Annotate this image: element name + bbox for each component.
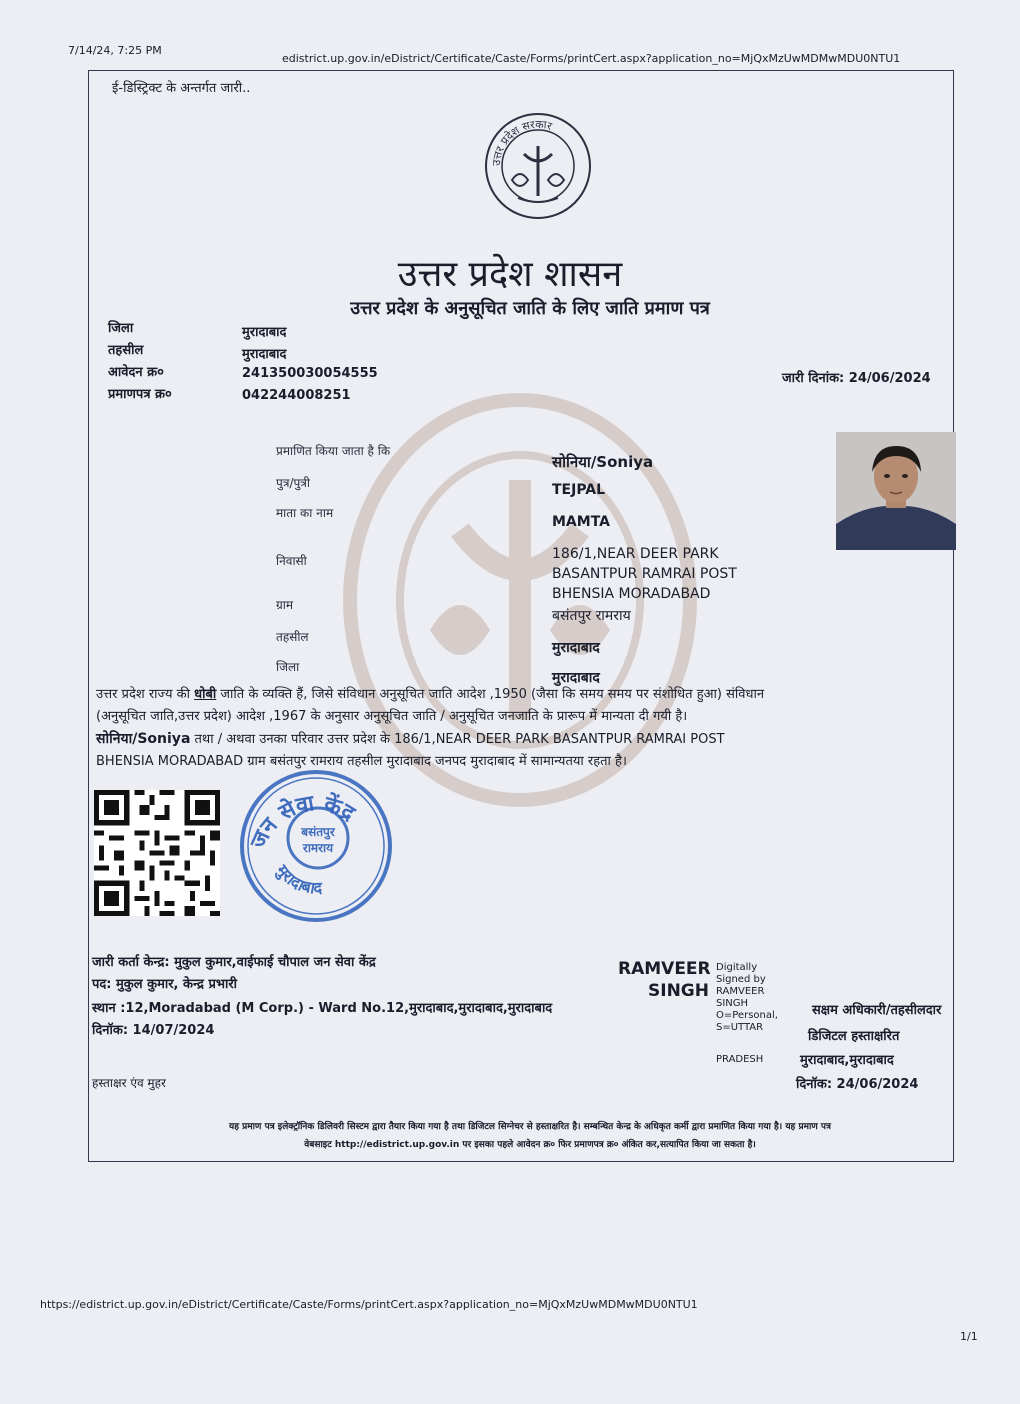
sign-meta-line: Signed by bbox=[716, 974, 766, 985]
child-of-label: पुत्र/पुत्री bbox=[276, 476, 311, 490]
certificate-no-label: प्रमाणपत्र क्र० bbox=[108, 387, 172, 402]
issuer-post: पद: मुकुल कुमार, केन्द्र प्रभारी bbox=[92, 977, 238, 992]
issuer-date: दिनॉक: 14/07/2024 bbox=[92, 1023, 215, 1038]
digital-signer-name bbox=[618, 958, 711, 1002]
mother-name: MAMTA bbox=[552, 514, 610, 530]
mother-label: माता का नाम bbox=[276, 506, 334, 520]
application-no-label: आवेदन क्र० bbox=[108, 365, 164, 380]
issue-date-value: 24/06/2024 bbox=[848, 371, 931, 386]
stamp-inner-line-1: बसंतपुर bbox=[301, 825, 335, 839]
holder-photo bbox=[836, 432, 956, 550]
certificate-subtitle: उत्तर प्रदेश के अनुसूचित जाति के लिए जाति प्रमाण पत्र bbox=[350, 298, 710, 319]
svg-text:मुरादाबाद bbox=[271, 861, 323, 898]
statement-line-4: BHENSIA MORADABAD ग्राम बसंतपुर रामराय तहसील मुरादाबाद जनपद मुरादाबाद में सामान्यतया रहता है। bbox=[96, 754, 627, 769]
tehsil-label: तहसील bbox=[108, 343, 144, 358]
village-value: बसंतपुर रामराय bbox=[552, 608, 631, 624]
holder-name: सोनिया/Soniya bbox=[552, 453, 654, 471]
tehsil-value: मुरादाबाद bbox=[242, 347, 287, 362]
signer-name-line-2: SINGH bbox=[648, 981, 709, 1001]
certificate-statement bbox=[96, 684, 976, 773]
verification-note bbox=[100, 1118, 960, 1154]
signer-location: मुरादाबाद,मुरादाबाद bbox=[800, 1053, 894, 1068]
sign-meta-pradesh: PRADESH bbox=[716, 1054, 764, 1065]
address-line-3: BHENSIA MORADABAD bbox=[552, 586, 711, 602]
address-block bbox=[552, 544, 737, 604]
digitally-signed-label: डिजिटल हस्ताक्षरित bbox=[808, 1029, 900, 1044]
field-district-label: जिला bbox=[276, 660, 300, 674]
competent-authority: सक्षम अधिकारी/तहसीलदार bbox=[812, 1003, 942, 1018]
application-no-value: 241350030054555 bbox=[242, 366, 378, 381]
resident-label: निवासी bbox=[276, 554, 307, 568]
sign-meta-line: S=UTTAR bbox=[716, 1022, 764, 1033]
stamp-outer-text: जन सेवा केंद्र bbox=[246, 791, 359, 853]
statement-line-3: तथा / अथवा उनका परिवार उत्तर प्रदेश के 186/1,NEAR DEER PARK BASANTPUR RAMRAI POST bbox=[190, 732, 725, 747]
sign-meta-line: Digitally bbox=[716, 962, 758, 973]
statement-line-2: (अनुसूचित जाति,उत्तर प्रदेश) आदेश ,1967 के अनुसार अनुसूचित जाति / अनुसूचित जनजाति के प्रारूप में मान्यता दी गयी है। bbox=[96, 709, 688, 724]
qr-code[interactable] bbox=[94, 790, 220, 916]
field-tehsil-value: मुरादाबाद bbox=[552, 640, 600, 656]
print-footer-url: https://edistrict.up.gov.in/eDistrict/Certificate/Caste/Forms/printCert.aspx?application_no=MjQxMzUwMDMwMDU0NTU1 bbox=[40, 1298, 698, 1311]
statement-part-1: उत्तर प्रदेश राज्य की bbox=[96, 687, 195, 702]
page-number: 1/1 bbox=[960, 1330, 978, 1343]
father-name: TEJPAL bbox=[552, 482, 606, 498]
signer-name-line-1: RAMVEER bbox=[618, 959, 711, 979]
issuer-place: स्थान :12,Moradabad (M Corp.) - Ward No.12,मुरादाबाद,मुरादाबाद,मुरादाबाद bbox=[92, 1001, 553, 1016]
statement-part-2: जाति के व्यक्ति हैं, जिसे संविधान अनुसूचित जाति आदेश ,1950 (जैसा कि समय समय पर संशोधित हुआ) संविधान bbox=[216, 687, 765, 702]
up-emblem-icon bbox=[482, 110, 594, 222]
emblem-text: उत्तर प्रदेश सरकार bbox=[489, 117, 554, 167]
issued-under-text: ई-डिस्ट्रिक्ट के अन्तर्गत जारी.. bbox=[112, 81, 251, 96]
jan-seva-kendra-stamp bbox=[236, 766, 396, 926]
digital-signature-details bbox=[716, 962, 778, 1034]
stamp-inner-line-2: रामराय bbox=[302, 841, 334, 855]
address-line-1: 186/1,NEAR DEER PARK bbox=[552, 546, 719, 562]
certificate-title: उत्तर प्रदेश शासन bbox=[397, 254, 623, 295]
caste-name: धोबी bbox=[194, 687, 217, 702]
sign-meta-line: SINGH bbox=[716, 998, 749, 1009]
print-url: edistrict.up.gov.in/eDistrict/Certificate/Caste/Forms/printCert.aspx?application_no=MjQxMzUwMDMwMDU0NTU1 bbox=[282, 52, 901, 65]
district-value: मुरादाबाद bbox=[242, 325, 287, 340]
district-label: जिला bbox=[108, 321, 134, 336]
address-line-2: BASANTPUR RAMRAI POST bbox=[552, 566, 737, 582]
print-datetime: 7/14/24, 7:25 PM bbox=[68, 44, 162, 57]
signature-seal-label: हस्ताक्षर एंव मुहर bbox=[92, 1076, 166, 1090]
village-label: ग्राम bbox=[276, 598, 294, 612]
sign-meta-line: O=Personal, bbox=[716, 1010, 778, 1021]
issue-date bbox=[782, 368, 931, 386]
issuing-center: जारी कर्ता केन्द्र: मुकुल कुमार,वाईफाई चौपाल जन सेवा केंद्र bbox=[92, 955, 376, 970]
issue-date-label: जारी दिनांक: bbox=[782, 371, 845, 386]
field-tehsil-label: तहसील bbox=[276, 630, 309, 644]
verification-note-line-1: यह प्रमाण पत्र इलेक्ट्रॉनिक डिलिवरी सिस्टम द्वारा तैयार किया गया है तथा डिजिटल सिग्नेचर से हस्ताक्षरित है। सम्बन्धित केन्द्र के अधिकृत कर्मी द्वारा प्रमाणित किया गया है। यह प्रमाण पत्र bbox=[228, 1122, 832, 1132]
stamp-bottom-text: मुरादाबाद bbox=[272, 861, 323, 898]
sign-meta-line: RAMVEER bbox=[716, 986, 765, 997]
statement-holder-name: सोनिया/Soniya bbox=[96, 731, 191, 747]
signer-date: दिनॉक: 24/06/2024 bbox=[796, 1077, 919, 1092]
certified-label: प्रमाणित किया जाता है कि bbox=[276, 444, 391, 458]
verification-note-line-2: वेबसाइट http://edistrict.up.gov.in पर इसका पहले आवेदन क्र० फिर प्रमाणपत्र क्र० अंकित कर,सत्यापित किया जा सकता है। bbox=[304, 1140, 756, 1150]
certificate-no-value: 042244008251 bbox=[242, 388, 351, 403]
field-district-value: मुरादाबाद bbox=[552, 670, 600, 686]
